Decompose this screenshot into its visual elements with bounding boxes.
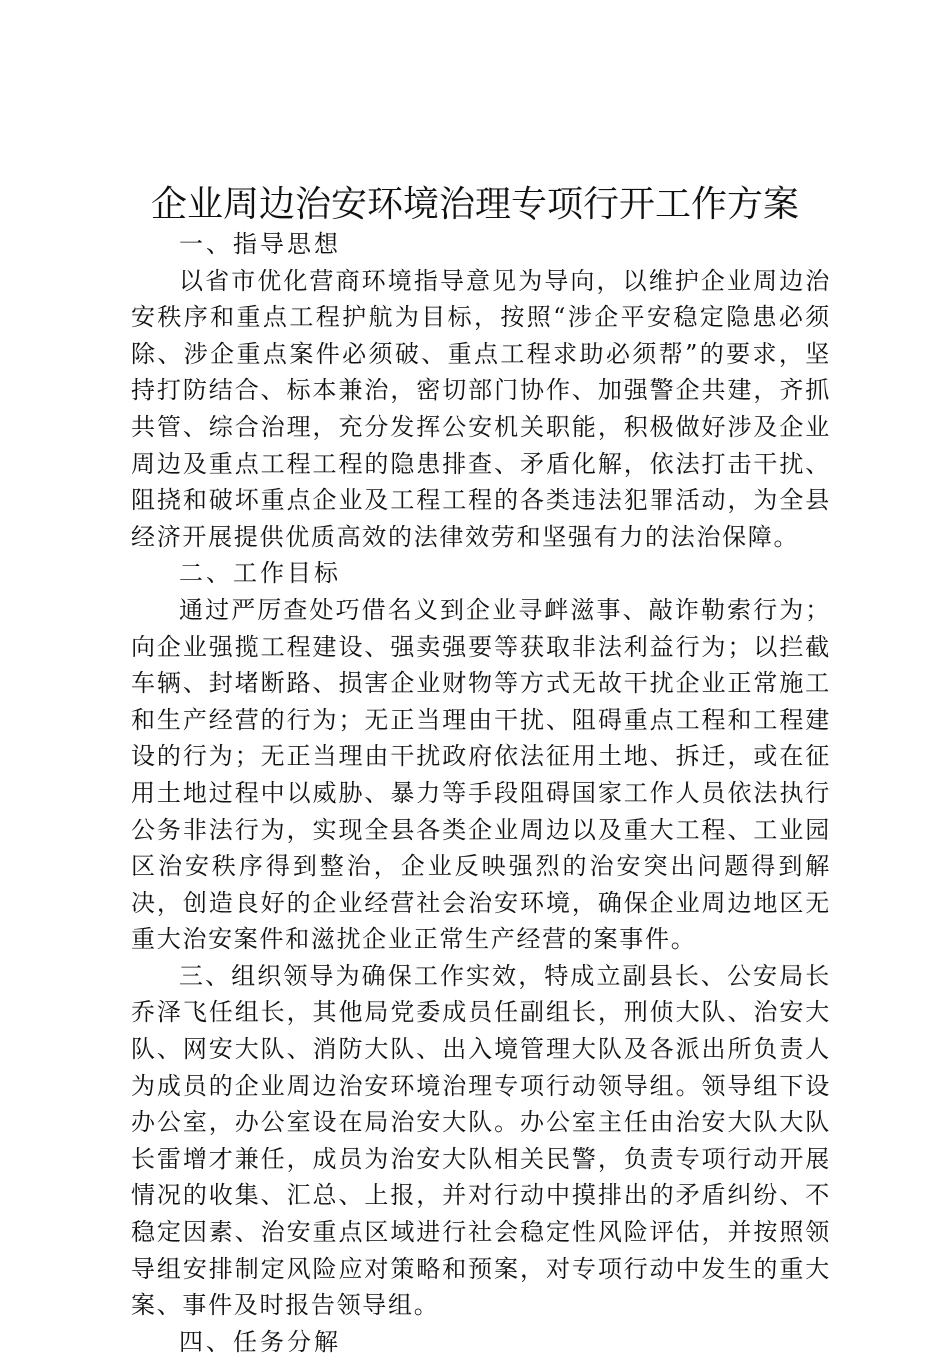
document-body <box>131 226 831 1360</box>
section-heading-guiding-thought: 一、指导思想 <box>179 230 341 258</box>
section-heading-work-goals: 二、工作目标 <box>179 559 341 588</box>
document-title: 企业周边治安环境治理专项行开工作方案 <box>150 184 799 225</box>
paragraph-work-goals: 通过严厉查处巧借名义到企业寻衅滋事、敲诈勒索行为；向企业强揽工程建设、强卖强要等获取非法利益行为；以拦截车辆、封堵断路、损害企业财物等方式无故干扰企业正常施工和生产经营的行为；无正当理由干扰、阻碍重点工程和工程建设的行为；无正当理由干扰政府依法征用土地、拆迁，或在征用土地过程中以威胁、暴力等手段阻碍国家工作人员依法执行公务非法行为，实现全县各类企业周边以及重大工程、工业园区治安秩序得到整治，企业反映强烈的治安突出问题得到解决，创造良好的企业经营社会治安环境，确保企业周边地区无重大治安案件和滋扰企业正常生产经营的案事件。 <box>131 595 831 954</box>
section-heading-task-breakdown: 四、任务分解 <box>179 1327 341 1356</box>
paragraph-organization-leadership: 三、组织领导为确保工作实效，特成立副县长、公安局长乔泽飞任组长，其他局党委成员任副组长，刑侦大队、治安大队、网安大队、消防大队、出入境管理大队及各派出所负责人为成员的企业周边治安环境治理专项行动领导组。领导组下设办公室，办公室设在局治安大队。办公室主任由治安大队大队长雷增才兼任，成员为治安大队相关民警，负责专项行动开展情况的收集、汇总、上报，并对行动中摸排出的矛盾纠纷、不稳定因素、治安重点区域进行社会稳定性风险评估，并按照领导组安排制定风险应对策略和预案，对专项行动中发生的重大案、事件及时报告领导组。 <box>131 961 831 1320</box>
paragraph-guiding-thought: 以省市优化营商环境指导意见为导向，以维护企业周边治安秩序和重点工程护航为目标，按照“涉企平安稳定隐患必须除、涉企重点案件必须破、重点工程求助必须帮”的要求，坚持打防结合、标本兼治，密切部门协作、加强警企共建，齐抓共管、综合治理，充分发挥公安机关职能，积极做好涉及企业周边及重点工程工程的隐患排查、矛盾化解，依法打击干扰、阻挠和破坏重点企业及工程工程的各类违法犯罪活动，为全县经济开展提供优质高效的法律效劳和坚强有力的法治保障。 <box>131 266 831 551</box>
